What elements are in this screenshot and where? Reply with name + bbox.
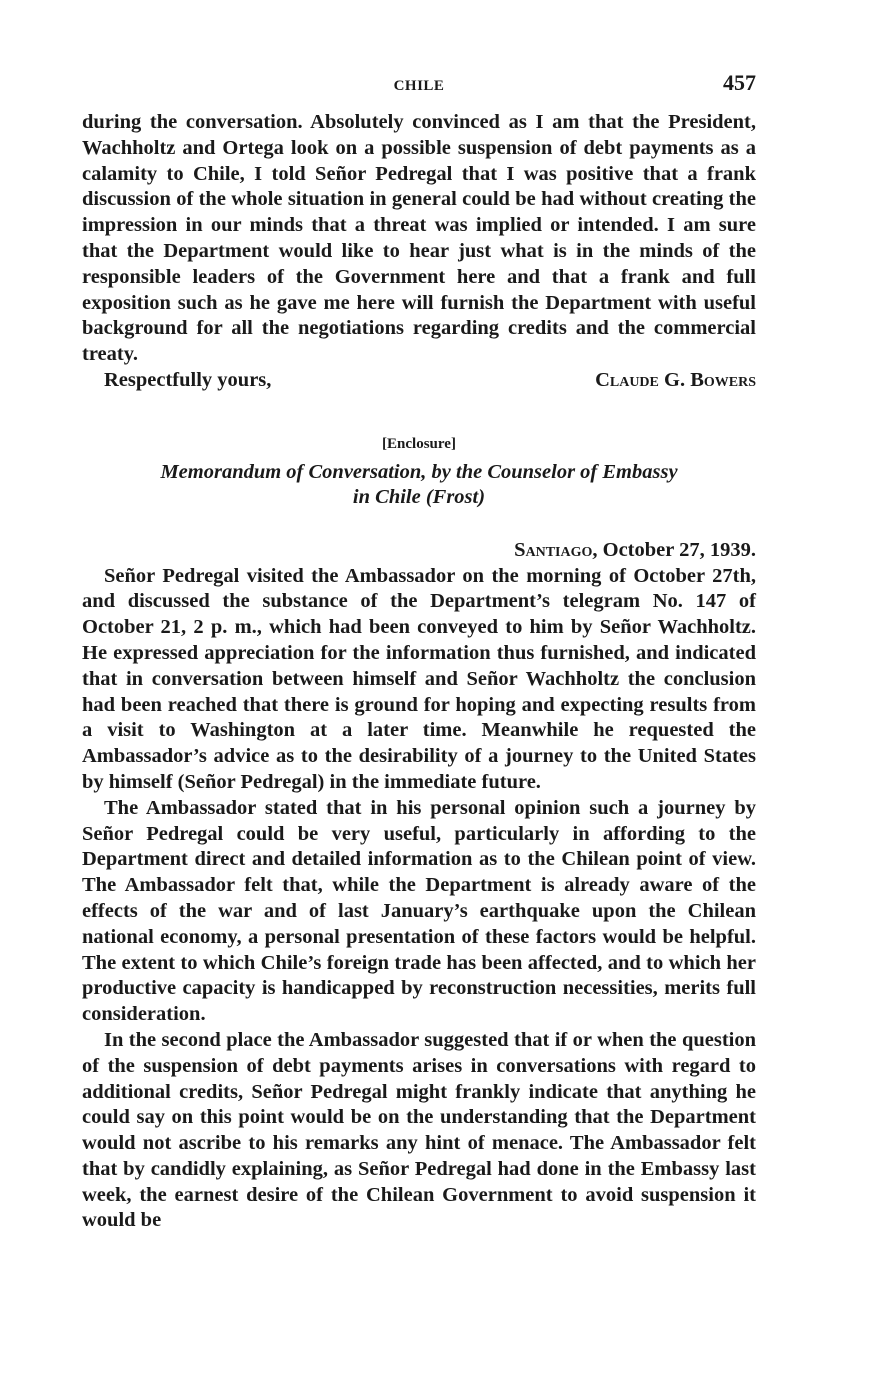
letter-closing [82, 368, 756, 394]
complimentary-close: Respectfully yours, [104, 368, 272, 391]
dateline [82, 538, 756, 564]
memo-paragraph-3: In the second place the Ambassador suggested that if or when the question of the suspension of debt payments arises in conversations with regard to additional credits, Señor Pedregal might frankly indicate that anything he could say on this point would be on the understanding that the Department would not ascribe to his remarks any hint of menace. The Ambassador felt that by candidly explaining, as Señor Pedregal had done in the Embassy last week, the earnest desire of the Chilean Government to avoid suspension it would be [82, 1028, 756, 1232]
signature: Claude G. Bowers [595, 368, 756, 391]
document-page [82, 70, 756, 1234]
memo-title [82, 460, 756, 510]
page-number: 457 [723, 70, 756, 95]
letter-paragraph: during the conversation. Absolutely convinced as I am that the President, Wachholtz and Ortega look on a possible suspension of debt payments as a calamity to Chile, I told Señor Pedregal that I was positive that a frank discussion of the whole situation in general could be had without creating the impression in our minds that a threat was implied or intended. I am sure that the Department would like to hear just what is in the minds of the responsible leaders of the Government here and that a frank and full exposition such as he gave me here will furnish the Department with useful background for all the negotiations regarding credits and the commercial treaty. [82, 111, 756, 366]
running-head: CHILE [393, 78, 445, 94]
enclosure-label: [Enclosure] [382, 435, 456, 452]
dateline-date: , October 27, 1939. [592, 538, 756, 561]
memo-paragraph-2: The Ambassador stated that in his personal opinion such a journey by Señor Pedregal could be very useful, particularly in affording to the Department direct and detailed information as to the Chilean point of view. The Ambassador felt that, while the Department is already aware of the effects of the war and of last January’s earthquake upon the Chilean national economy, a personal presentation of these factors would be helpful. The extent to which Chile’s foreign trade has been affected, and to which her productive capacity is handicapped by reconstruction necessities, merits full consideration. [82, 796, 756, 1026]
page-header [82, 70, 756, 110]
memo-title-line-1: Memorandum of Conversation, by the Counselor of Embassy [160, 460, 678, 483]
memo-title-line-2: in Chile (Frost) [352, 485, 486, 508]
memo-paragraph-1: Señor Pedregal visited the Ambassador on the morning of October 27th, and discussed the substance of the Department’s telegram No. 147 of October 21, 2 p. m., which had been conveyed to him by Señor Wachholtz. He expressed appreciation for the information thus furnished, and indicated that in conversation between himself and Señor Wachholtz the conclusion had been reached that there is ground for hoping and expecting results from a visit to Washington at a later time. Meanwhile he requested the Ambassador’s advice as to the desirability of a journey to the United States by himself (Señor Pedregal) in the immediate future. [82, 564, 756, 793]
dateline-place: Santiago [514, 538, 593, 561]
